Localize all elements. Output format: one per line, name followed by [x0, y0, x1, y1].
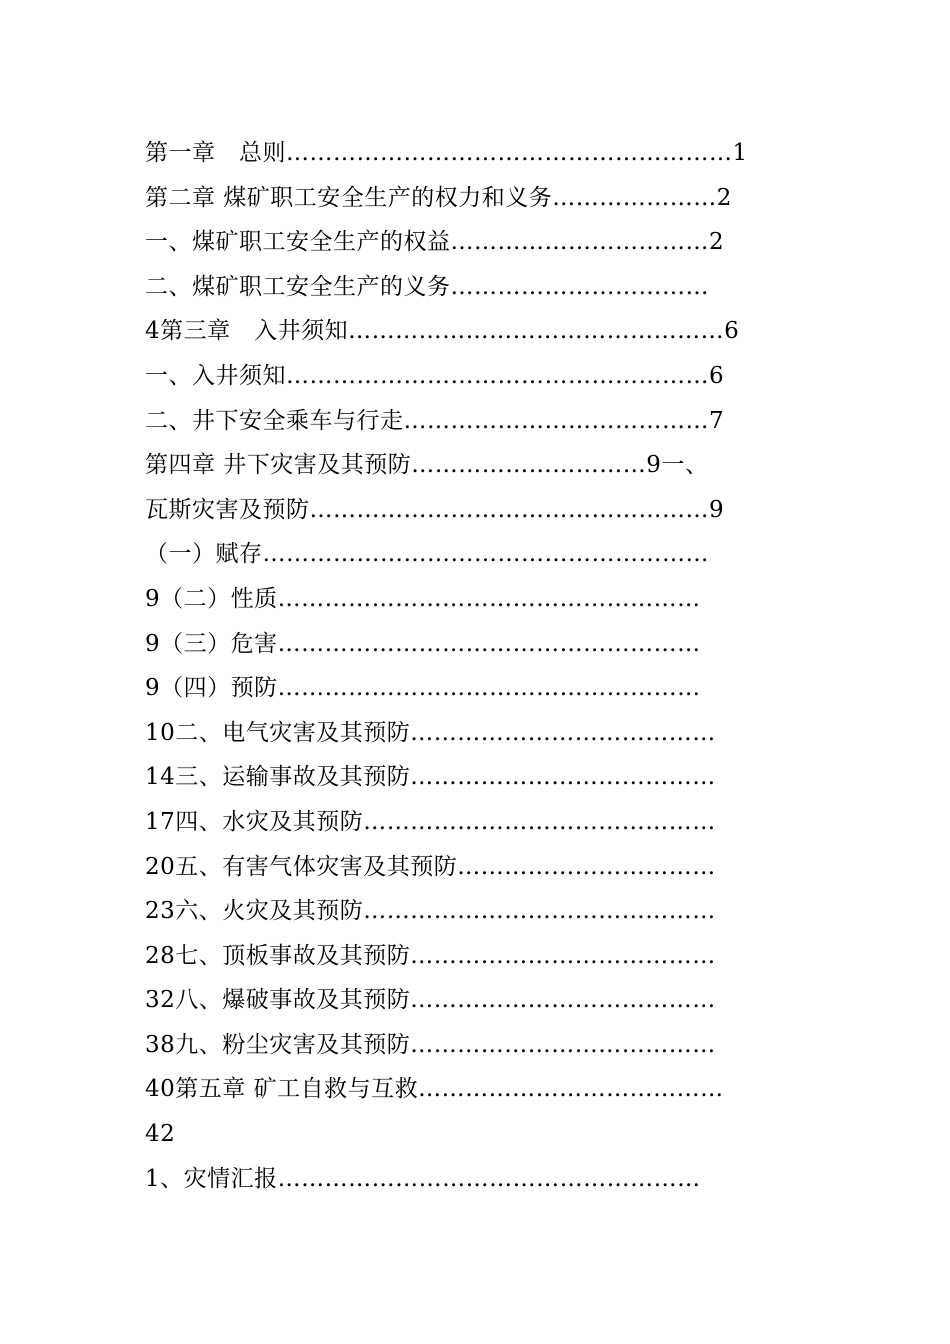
toc-line: 14三、运输事故及其预防………………………………… — [145, 764, 716, 791]
toc-line: 4第三章 入井须知…………………………………………6 — [145, 318, 740, 345]
toc-line: 32八、爆破事故及其预防………………………………… — [145, 987, 716, 1014]
toc-line: 38九、粉尘灾害及其预防………………………………… — [145, 1031, 716, 1058]
toc-line: 40第五章 矿工自救与互救………………………………… — [145, 1076, 724, 1103]
toc-line: 第二章 煤矿职工安全生产的权力和义务…………………2 — [145, 184, 732, 211]
toc-line: 9（三）危害……………………………………………… — [145, 630, 701, 657]
toc-line: 瓦斯灾害及预防……………………………………………9 — [145, 496, 725, 523]
toc-line: 17四、水灾及其预防……………………………………… — [145, 808, 716, 835]
toc-line: 9（四）预防……………………………………………… — [145, 675, 701, 702]
toc-line: 10二、电气灾害及其预防………………………………… — [145, 719, 716, 746]
toc-line: 20五、有害气体灾害及其预防…………………………… — [145, 853, 716, 880]
toc-line: 42 — [145, 1121, 176, 1148]
toc-line: 第一章 总则…………………………………………………1 — [145, 140, 748, 166]
toc-line: 二、煤矿职工安全生产的义务…………………………… — [145, 273, 709, 300]
toc-line: 一、煤矿职工安全生产的权益……………………………2 — [145, 229, 725, 256]
toc-line: 1、灾情汇报……………………………………………… — [145, 1165, 701, 1192]
toc-line: 一、入井须知………………………………………………6 — [145, 362, 725, 389]
toc-line: 二、井下安全乘车与行走…………………………………7 — [145, 407, 725, 434]
toc-line: 第四章 井下灾害及其预防…………………………9一、 — [145, 452, 709, 479]
toc-line: 28七、顶板事故及其预防………………………………… — [145, 942, 716, 969]
toc-line: （一）赋存………………………………………………… — [145, 541, 709, 568]
table-of-contents — [145, 131, 835, 1201]
toc-line: 23六、火灾及其预防……………………………………… — [145, 898, 716, 925]
toc-line: 9（二）性质……………………………………………… — [145, 585, 701, 612]
